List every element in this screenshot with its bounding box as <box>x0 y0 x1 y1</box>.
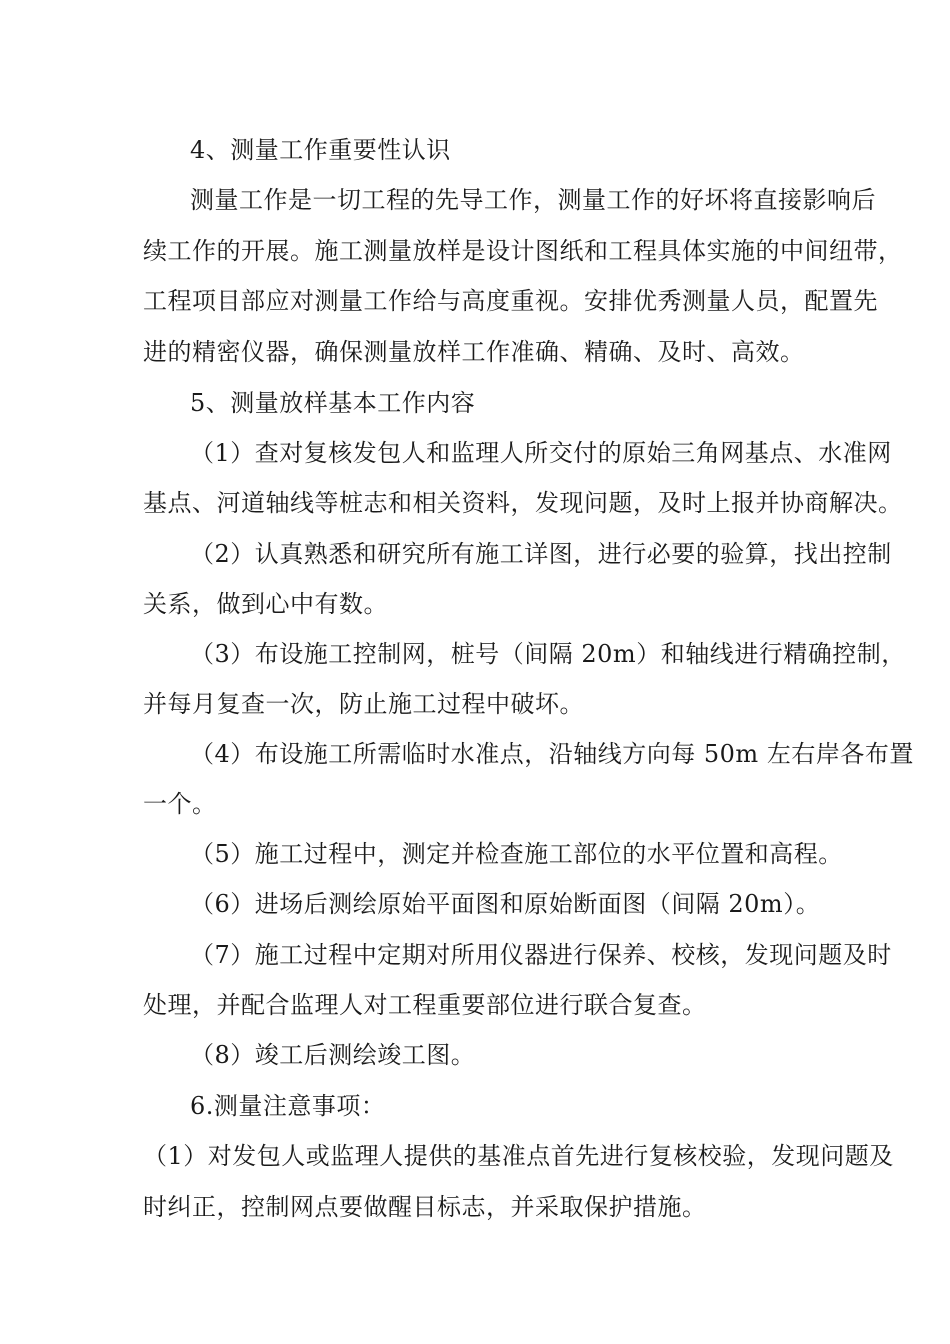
list-item-line: 并每月复查一次，防止施工过程中破坏。 <box>143 690 584 718</box>
list-item-line: 处理，并配合监理人对工程重要部位进行联合复查。 <box>143 991 707 1019</box>
list-item-line: （7）施工过程中定期对所用仪器进行保养、校核，发现问题及时 <box>190 941 892 969</box>
list-item-line: （1）对发包人或监理人提供的基准点首先进行复核校验，发现问题及 <box>143 1142 894 1170</box>
heading-5: 5、测量放样基本工作内容 <box>190 389 476 417</box>
list-item-line: （2）认真熟悉和研究所有施工详图，进行必要的验算，找出控制 <box>190 540 892 568</box>
list-item-line: 基点、河道轴线等桩志和相关资料，发现问题，及时上报并协商解决。 <box>143 489 903 517</box>
list-item-line: （6）进场后测绘原始平面图和原始断面图（间隔 20m）。 <box>190 890 821 918</box>
heading-4: 4、测量工作重要性认识 <box>190 136 451 164</box>
paragraph-line: 测量工作是一切工程的先导工作，测量工作的好坏将直接影响后 <box>190 186 876 214</box>
list-item-line: （3）布设施工控制网，桩号（间隔 20m）和轴线进行精确控制， <box>190 640 906 668</box>
heading-6: 6.测量注意事项： <box>190 1092 386 1120</box>
list-item-line: 一个。 <box>143 790 217 818</box>
paragraph-line: 工程项目部应对测量工作给与高度重视。安排优秀测量人员，配置先 <box>143 287 878 315</box>
list-item-line: 时纠正，控制网点要做醒目标志，并采取保护措施。 <box>143 1193 707 1221</box>
list-item-line: （5）施工过程中，测定并检查施工部位的水平位置和高程。 <box>190 840 843 868</box>
paragraph-line: 进的精密仪器，确保测量放样工作准确、精确、及时、高效。 <box>143 338 805 366</box>
list-item-line: （4）布设施工所需临时水准点，沿轴线方向每 50m 左右岸各布置 <box>190 740 914 768</box>
list-item-line: 关系，做到心中有数。 <box>143 590 388 618</box>
paragraph-line: 续工作的开展。施工测量放样是设计图纸和工程具体实施的中间纽带， <box>143 237 903 265</box>
list-item-line: （8）竣工后测绘竣工图。 <box>190 1041 476 1069</box>
list-item-line: （1）查对复核发包人和监理人所交付的原始三角网基点、水准网 <box>190 439 892 467</box>
